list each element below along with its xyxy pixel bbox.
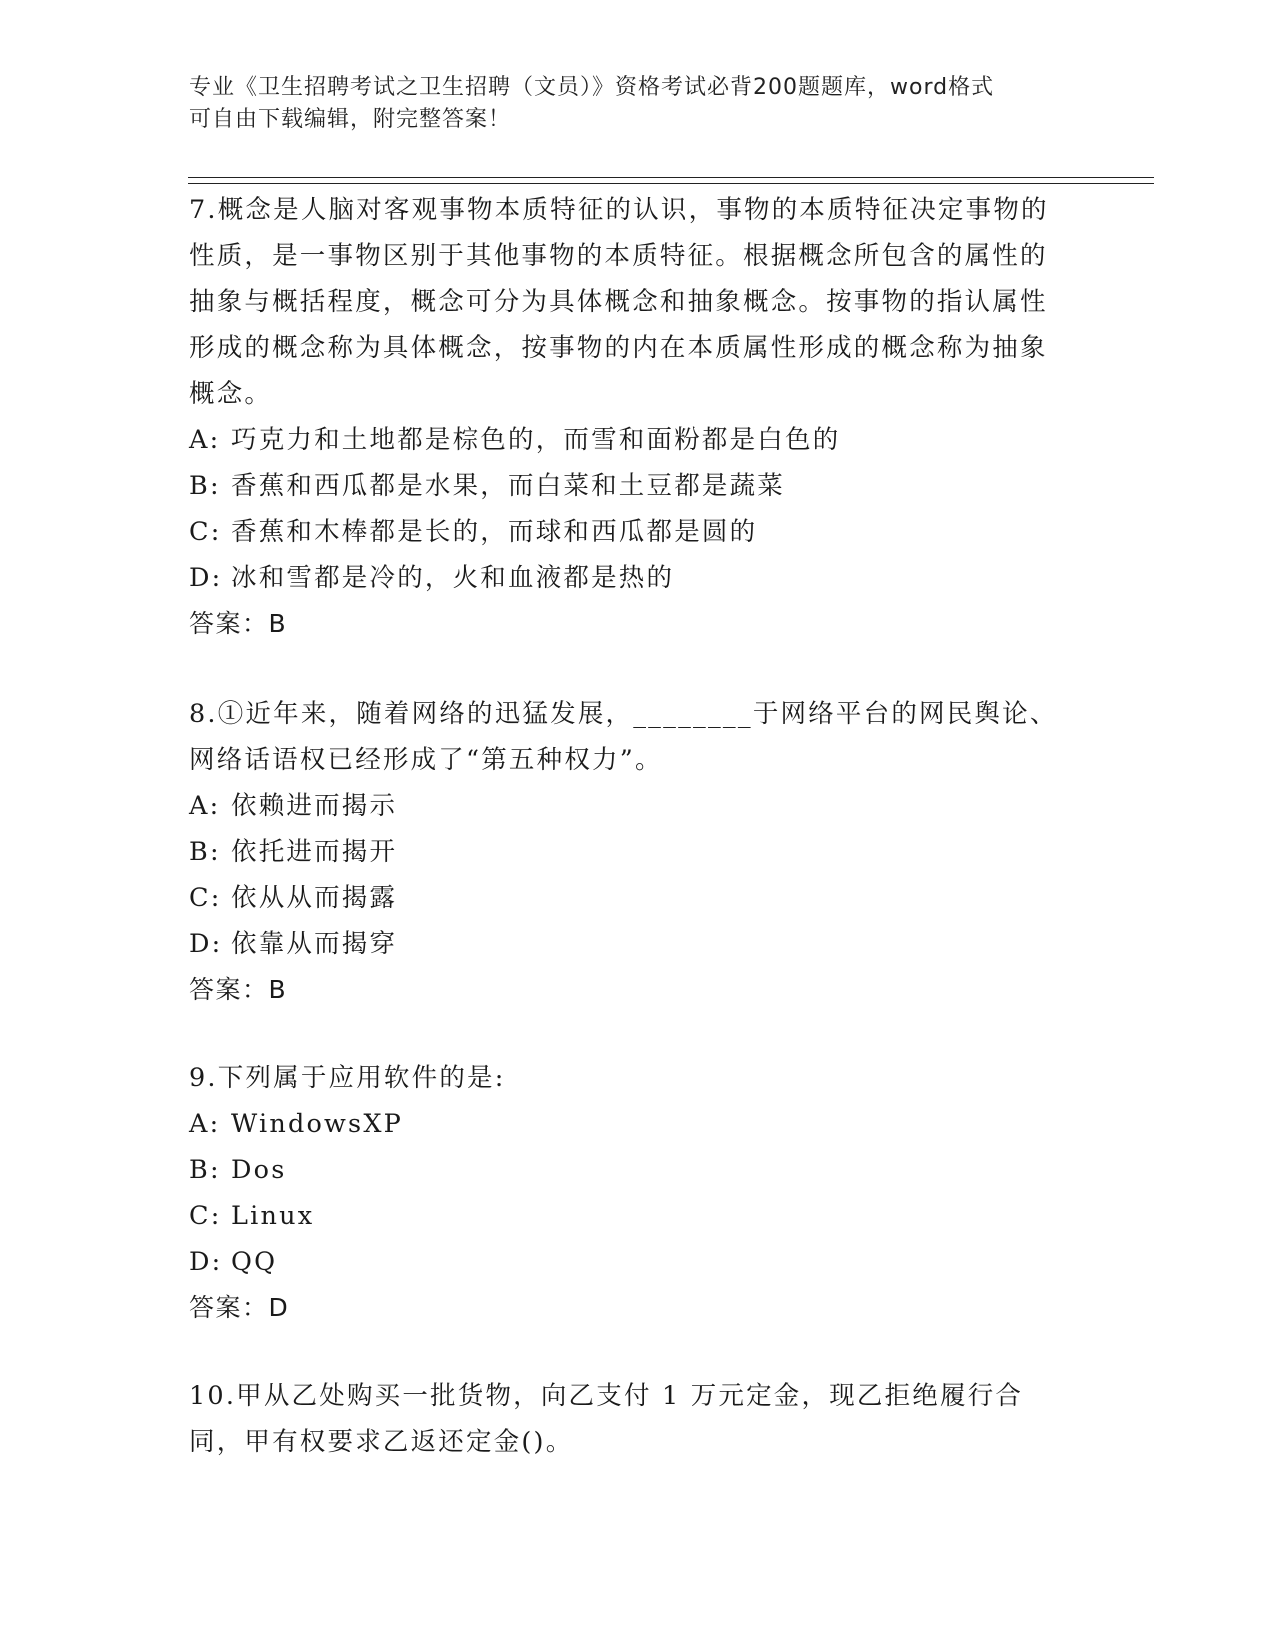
- option-text: QQ: [231, 1247, 278, 1277]
- option-key: A:: [189, 425, 221, 455]
- option-key: B:: [189, 471, 221, 501]
- option-text: 依托进而揭开: [231, 837, 398, 867]
- option-d: [189, 555, 1069, 601]
- option-key: A:: [189, 791, 221, 821]
- option-text: 依赖进而揭示: [231, 791, 398, 821]
- option-key: A:: [189, 1109, 221, 1139]
- answer-line: 答案：D: [189, 1293, 290, 1322]
- option-key: B:: [189, 837, 221, 867]
- option-text: 香蕉和西瓜都是水果，而白菜和土豆都是蔬菜: [231, 471, 786, 501]
- document-header: [189, 72, 1069, 136]
- option-key: B:: [189, 1155, 221, 1185]
- option-c: [189, 509, 1069, 555]
- option-key: C:: [189, 1201, 222, 1231]
- header-line-1: 专业《卫生招聘考试之卫生招聘（文员）》资格考试必背200题题库，word格式: [189, 75, 995, 100]
- option-d: [189, 1239, 1069, 1285]
- option-b: [189, 463, 1069, 509]
- option-b: [189, 1147, 1069, 1193]
- option-key: C:: [189, 883, 222, 913]
- option-text: 依从从而揭露: [231, 883, 398, 913]
- option-a: [189, 417, 1069, 463]
- question-stem: 8.①近年来，随着网络的迅猛发展，________于网络平台的网民舆论、网络话语权已经形成了“第五种权力”。: [189, 699, 1058, 775]
- option-text: WindowsXP: [231, 1109, 404, 1139]
- option-a: [189, 783, 1069, 829]
- question-stem: 9.下列属于应用软件的是:: [189, 1063, 506, 1093]
- header-line-2: 可自由下载编辑，附完整答案！: [189, 107, 512, 132]
- option-text: 香蕉和木棒都是长的，而球和西瓜都是圆的: [231, 517, 758, 547]
- answer-line: 答案：B: [189, 975, 288, 1004]
- option-c: [189, 1193, 1069, 1239]
- header-divider-bottom: [188, 183, 1154, 184]
- option-text: Linux: [231, 1201, 315, 1231]
- question-10: [189, 1373, 1069, 1465]
- question-stem: 10.甲从乙处购买一批货物，向乙支付 1 万元定金，现乙拒绝履行合同，甲有权要求乙返还定金()。: [189, 1381, 1024, 1457]
- option-b: [189, 829, 1069, 875]
- option-text: 依靠从而揭穿: [231, 929, 398, 959]
- option-text: Dos: [231, 1155, 287, 1185]
- answer-line: 答案：B: [189, 609, 288, 638]
- option-d: [189, 921, 1069, 967]
- option-key: D:: [189, 1247, 223, 1277]
- question-8: [189, 691, 1069, 1013]
- option-text: 冰和雪都是冷的，火和血液都是热的: [231, 563, 675, 593]
- option-key: D:: [189, 563, 223, 593]
- question-stem: 7.概念是人脑对客观事物本质特征的认识，事物的本质特征决定事物的性质，是一事物区别于其他事物的本质特征。根据概念所包含的属性的抽象与概括程度，概念可分为具体概念和抽象概念。按事物的指认属性形成的概念称为具体概念，按事物的内在本质属性形成的概念称为抽象概念。: [189, 195, 1049, 409]
- option-a: [189, 1101, 1069, 1147]
- option-key: C:: [189, 517, 222, 547]
- question-7: [189, 187, 1069, 647]
- question-9: [189, 1055, 1069, 1331]
- option-text: 巧克力和土地都是棕色的，而雪和面粉都是白色的: [231, 425, 841, 455]
- option-key: D:: [189, 929, 223, 959]
- option-c: [189, 875, 1069, 921]
- header-divider-top: [188, 177, 1154, 178]
